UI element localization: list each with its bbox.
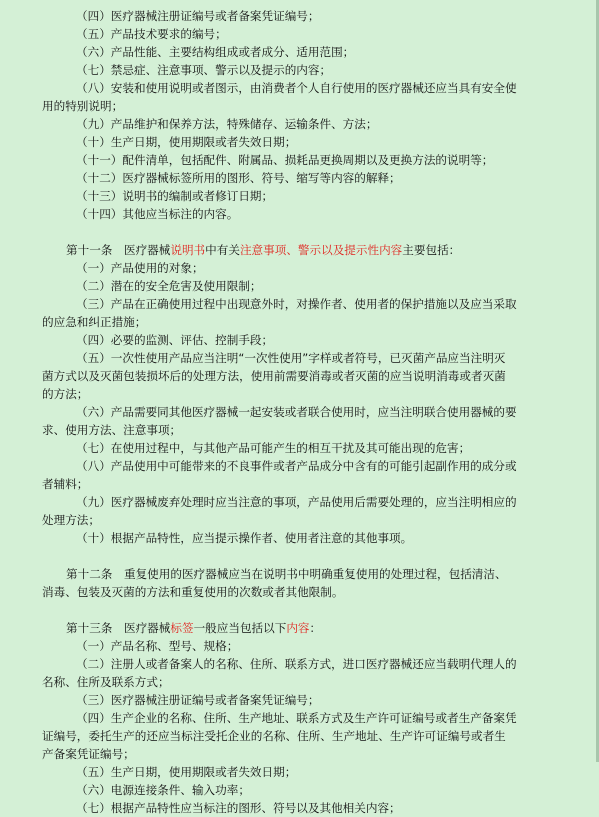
- list-item-line: （三）产品在正确使用过程中出现意外时，对操作者、使用者的保护措施以及应当采取: [76, 297, 517, 311]
- list-item-line: （十三）说明书的编制或者修订日期；: [76, 189, 274, 203]
- list-item-line: （四）生产企业的名称、住所、生产地址、联系方式及生产许可证编号或者生产备案凭: [76, 711, 517, 725]
- list-item-line: （三）医疗器械注册证编号或者备案凭证编号；: [76, 693, 320, 707]
- list-item-line: （十）生产日期，使用期限或者失效日期；: [76, 135, 297, 149]
- continuation-line: 证编号，委托生产的还应当标注受托企业的名称、住所、生产地址、生产许可证编号或者生: [42, 729, 506, 743]
- list-item-line: （五）产品技术要求的编号；: [76, 27, 227, 41]
- list-item-line: （十一）配件清单，包括配件、附属品、损耗品更换周期以及更换方法的说明等；: [76, 153, 494, 167]
- list-item-line: （五）生产日期，使用期限或者失效日期；: [76, 765, 297, 779]
- paragraph-gap: [42, 223, 586, 241]
- list-item-line: （二）注册人或者备案人的名称、住所、联系方式，进口医疗器械还应当载明代理人的: [76, 657, 517, 671]
- list-item-line: （二）潜在的安全危害及使用限制；: [76, 279, 262, 293]
- list-item-line: （九）产品维护和保养方法，特殊储存、运输条件、方法；: [76, 117, 378, 131]
- continuation-line: 用的特别说明；: [42, 99, 124, 113]
- list-item-line: （一）产品名称、型号、规格；: [76, 639, 239, 653]
- highlighted-text: 说明书: [170, 243, 206, 257]
- list-item-line: （八）安装和使用说明或者图示，由消费者个人自行使用的医疗器械还应当具有安全使: [76, 81, 517, 95]
- text-span: ：: [309, 621, 322, 635]
- article-heading: [42, 241, 586, 259]
- highlighted-text: 标签: [170, 621, 194, 635]
- list-item-line: （四）医疗器械注册证编号或者备案凭证编号；: [76, 9, 320, 23]
- article-heading: [42, 565, 586, 583]
- text-span: 一般应当包括以下: [193, 621, 287, 635]
- list-item-line: （十二）医疗器械标签所用的图形、符号、缩写等内容的解释；: [76, 171, 401, 185]
- text-span: 主要包括：: [402, 243, 461, 257]
- text-span: 中有关: [205, 243, 240, 257]
- list-item-line: （七）在使用过程中，与其他产品可能产生的相互干扰及其可能出现的危害；: [76, 441, 471, 455]
- list-item-line: （六）产品需要同其他医疗器械一起安装或者联合使用时，应当注明联合使用器械的要: [76, 405, 517, 419]
- paragraph-gap: [42, 547, 586, 565]
- list-item-line: （十）根据产品特性，应当提示操作者、使用者注意的其他事项。: [76, 531, 413, 545]
- list-item-line: （七）禁忌症、注意事项、警示以及提示的内容；: [76, 63, 332, 77]
- continuation-line: 求、使用方法、注意事项；: [42, 423, 182, 437]
- text-span: 第十一条 医疗器械: [66, 243, 171, 257]
- continuation-line: 处理方法；: [42, 513, 100, 527]
- continuation-line: 的应急和纠正措施；: [42, 315, 147, 329]
- paragraph-gap: [42, 601, 586, 619]
- continuation-line: 名称、住所及联系方式；: [42, 675, 170, 689]
- list-item-line: （七）根据产品特性应当标注的图形、符号以及其他相关内容；: [76, 801, 401, 815]
- list-item-line: （八）产品使用中可能带来的不良事件或者产品成分中含有的可能引起副作用的成分或: [76, 459, 517, 473]
- continuation-line: 产备案凭证编号；: [42, 747, 135, 761]
- list-item-line: （六）产品性能、主要结构组成或者成分、适用范围；: [76, 45, 355, 59]
- continuation-line: 消毒、包装及灭菌的方法和重复使用的次数或者其他限制。: [42, 585, 344, 599]
- list-item-line: （十四）其他应当标注的内容。: [76, 207, 239, 221]
- list-item-line: （四）必要的监测、评估、控制手段；: [76, 333, 274, 347]
- text-span: 第十二条 重复使用的医疗器械应当在说明书中明确重复使用的处理过程，包括清洁、: [66, 567, 507, 581]
- highlighted-text: 注意事项、警示以及提示性内容: [239, 243, 403, 257]
- list-item-line: （六）电源连接条件、输入功率；: [76, 783, 250, 797]
- article-heading: [42, 619, 586, 637]
- continuation-line: 菌方式以及灭菌包装损坏后的处理方法，使用前需要消毒或者灭菌的应当说明消毒或者灭菌: [42, 369, 506, 383]
- text-span: 第十三条 医疗器械: [66, 621, 171, 635]
- list-item-line: （一）产品使用的对象；: [76, 261, 204, 275]
- highlighted-text: 内容: [286, 621, 310, 635]
- list-item-line: （五）一次性使用产品应当注明“一次性使用”字样或者符号，已灭菌产品应当注明灭: [76, 351, 506, 365]
- list-item-line: （九）医疗器械废弃处理时应当注意的事项，产品使用后需要处理的，应当注明相应的: [76, 495, 517, 509]
- continuation-line: 的方法；: [42, 387, 89, 401]
- continuation-line: 者辅料；: [42, 477, 89, 491]
